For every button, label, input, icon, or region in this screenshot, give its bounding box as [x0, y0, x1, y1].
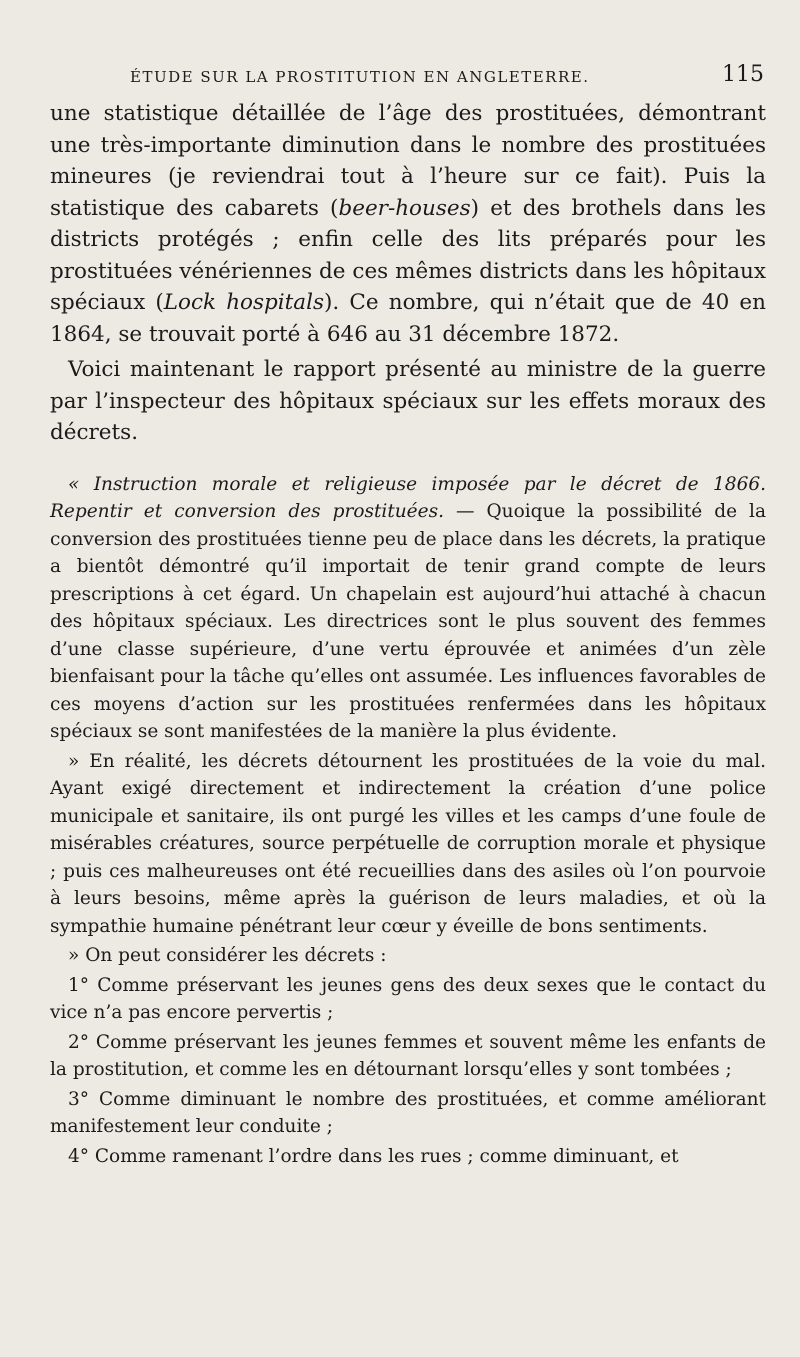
- quote-list-item-1: 1° Comme préservant les jeunes gens des deux sexes que le contact du vice n’a pas encore pervertis ;: [50, 974, 766, 1023]
- paragraph-text: ) et des brothels dans les districts protégés ; enfin celle des lits préparés pour les prostituées vénériennes de ces mêmes districts dans les hôpitaux spéciaux (: [50, 195, 766, 315]
- paragraph-text: une statistique détaillée de l’âge des prostituées, démontrant une très-importante diminution dans le nombre des prostituées mineures (je reviendrai tout à l’heure sur ce fait). Puis la statistique des cabarets (: [50, 101, 766, 221]
- italic-term: beer-houses: [338, 195, 471, 221]
- quote-paragraph-reality: » En réalité, les décrets détournent les prostituées de la voie du mal. Ayant exigé directement et indirectement la création d’une police municipale et sanitaire, ils ont purgé les villes et les camps d’une foule de misérables créatures, source perpétuelle de corruption morale et physique ; puis ces malheureuses ont été recueillies dans des asiles où l’on pourvoie à leurs besoins, même après la guérison de leurs maladies, et où la sympathie humaine pénétrant leur cœur y éveille de bons sentiments.: [50, 750, 766, 937]
- italic-term: Lock hospitals: [163, 290, 325, 315]
- paragraph-text: ). Ce nombre, qui n’était que de 40 en 1864, se trouvait porté à 646 au 31 décembre 1872.: [50, 290, 766, 347]
- page-number: 115: [722, 62, 764, 87]
- quote-list-item-3: 3° Comme diminuant le nombre des prostituées, et comme améliorant manifestement leur conduite ;: [50, 1088, 766, 1137]
- quote-heading: « Instruction morale et religieuse imposée par le décret de 1866. Repentir et conversion des prostituées.: [50, 473, 766, 522]
- running-header: [50, 58, 766, 98]
- running-title: ÉTUDE SUR LA PROSTITUTION EN ANGLETERRE.: [130, 68, 590, 86]
- main-text: [50, 98, 766, 449]
- quote-list-item-4: 4° Comme ramenant l’ordre dans les rues ; comme diminuant, et: [68, 1145, 679, 1167]
- paragraph-report-intro: Voici maintenant le rapport présenté au ministre de la guerre par l’inspecteur des hôpitaux spéciaux sur les effets moraux des décrets.: [50, 357, 766, 445]
- quote-list-item-2: 2° Comme préservant les jeunes femmes et souvent même les enfants de la prostitution, et comme les en détournant lorsqu’elles y sont tombées ;: [50, 1031, 766, 1080]
- quote-paragraph-consider: » On peut considérer les décrets :: [68, 945, 387, 966]
- paragraph-statistics: [50, 98, 766, 350]
- quoted-report: [50, 471, 766, 1171]
- quote-text: — Quoique la possibilité de la conversion des prostituées tienne peu de place dans les décrets, la pratique a bientôt démontré qu’il importait de tenir grand compte de leurs prescriptions à cet égard. Un chapelain est aujourd’hui attaché à chacun des hôpitaux spéciaux. Les directrices sont le plus souvent des femmes d’une classe supérieure, d’une vertu éprouvée et animées d’un zèle bienfaisant pour la tâche qu’elles ont assumée. Les influences favorables de ces moyens d’action sur les prostituées renfermées dans les hôpitaux spéciaux se sont manifestées de la manière la plus évidente.: [50, 501, 766, 742]
- quote-paragraph-instruction: [50, 471, 766, 746]
